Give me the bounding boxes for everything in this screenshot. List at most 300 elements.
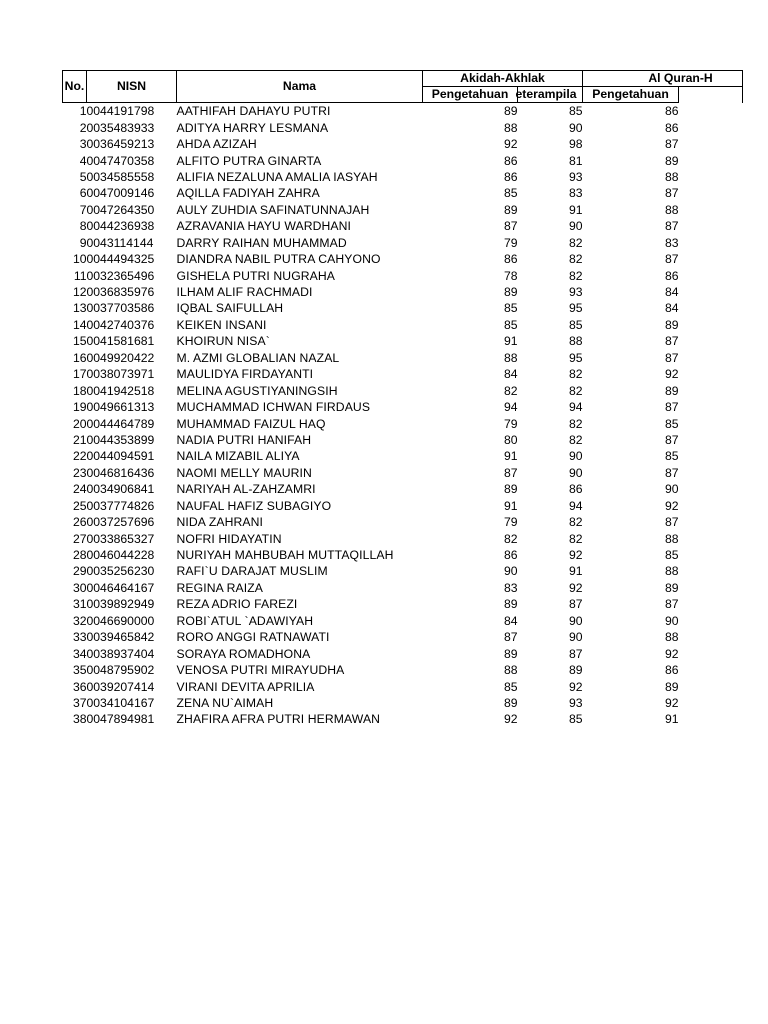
- cell-no: 33: [72, 630, 87, 645]
- cell-nama: VIRANI DEVITA APRILIA: [176, 679, 315, 694]
- cell-akidah-pengetahuan: 88: [503, 120, 518, 135]
- cell-no: 6: [79, 186, 87, 201]
- cell-akidah-keterampilan: 90: [568, 630, 583, 645]
- cell-alquran-pengetahuan: 85: [664, 416, 679, 431]
- cell-akidah-keterampilan: 94: [568, 400, 583, 415]
- header-al-quran-hadits: [583, 71, 743, 87]
- cell-nisn: 0046464167: [86, 580, 155, 595]
- cell-nisn: 0044494325: [86, 252, 155, 267]
- cell-nama: NURIYAH MAHBUBAH MUTTAQILLAH: [176, 548, 394, 563]
- cell-no: 16: [72, 350, 87, 365]
- table-row: [63, 465, 743, 481]
- cell-akidah-pengetahuan: 86: [503, 153, 518, 168]
- cell-alquran-pengetahuan: 88: [664, 564, 679, 579]
- cell-nama: KHOIRUN NISA`: [176, 334, 270, 349]
- cell-no: 27: [72, 531, 87, 546]
- cell-alquran-keterampilan: [679, 596, 743, 612]
- cell-no: 26: [72, 515, 87, 530]
- cell-no: 30: [72, 580, 87, 595]
- cell-alquran-keterampilan: [679, 580, 743, 596]
- cell-akidah-keterampilan: 82: [568, 367, 583, 382]
- cell-nama: AQILLA FADIYAH ZAHRA: [176, 186, 320, 201]
- table-row: [63, 218, 743, 234]
- cell-akidah-pengetahuan: 91: [503, 334, 518, 349]
- cell-no: 22: [72, 449, 87, 464]
- cell-no: 5: [79, 169, 87, 184]
- cell-nisn: 0046816436: [86, 465, 155, 480]
- cell-alquran-keterampilan: [679, 284, 743, 300]
- cell-alquran-pengetahuan: 87: [664, 137, 679, 152]
- cell-no: 32: [72, 613, 87, 628]
- table-row: [63, 382, 743, 398]
- cell-akidah-pengetahuan: 79: [503, 515, 518, 530]
- cell-nisn: 0043114144: [86, 235, 154, 250]
- cell-nama: ILHAM ALIF RACHMADI: [176, 285, 313, 300]
- cell-no: 12: [72, 285, 87, 300]
- cell-nama: NOFRI HIDAYATIN: [176, 531, 282, 546]
- cell-akidah-pengetahuan: 85: [503, 186, 518, 201]
- cell-alquran-pengetahuan: 84: [664, 285, 679, 300]
- cell-akidah-keterampilan: 89: [568, 663, 583, 678]
- cell-alquran-keterampilan: [679, 235, 743, 251]
- cell-akidah-keterampilan: 91: [568, 202, 583, 217]
- cell-akidah-pengetahuan: 88: [503, 663, 518, 678]
- cell-akidah-pengetahuan: 85: [503, 679, 518, 694]
- cell-akidah-keterampilan: 92: [568, 679, 583, 694]
- table-row: [63, 415, 743, 431]
- cell-nisn: 0044094591: [86, 449, 155, 464]
- table-row: [63, 235, 743, 251]
- cell-alquran-pengetahuan: 90: [664, 482, 679, 497]
- cell-akidah-keterampilan: 93: [568, 169, 583, 184]
- cell-alquran-keterampilan: [679, 695, 743, 711]
- table-row: [63, 202, 743, 218]
- cell-akidah-keterampilan: 82: [568, 432, 583, 447]
- cell-alquran-keterampilan: [679, 448, 743, 464]
- cell-akidah-keterampilan: 82: [568, 268, 583, 283]
- cell-akidah-pengetahuan: 92: [503, 712, 518, 727]
- cell-akidah-pengetahuan: 84: [503, 613, 518, 628]
- header-akidah-keterampilan: [515, 87, 583, 103]
- cell-no: 4: [79, 153, 87, 168]
- header-row-groups: [63, 71, 743, 87]
- cell-alquran-keterampilan: [679, 366, 743, 382]
- grade-sheet: [62, 70, 713, 728]
- cell-no: 1: [79, 104, 87, 119]
- cell-no: 15: [72, 334, 87, 349]
- cell-nama: IQBAL SAIFULLAH: [176, 301, 284, 316]
- cell-akidah-pengetahuan: 79: [503, 416, 518, 431]
- cell-nama: ZHAFIRA AFRA PUTRI HERMAWAN: [176, 712, 381, 727]
- cell-no: 37: [72, 695, 87, 710]
- cell-akidah-keterampilan: 82: [568, 235, 583, 250]
- cell-nama: AATHIFAH DAHAYU PUTRI: [176, 104, 331, 119]
- cell-no: 38: [72, 712, 87, 727]
- cell-no: 7: [79, 202, 87, 217]
- cell-akidah-keterampilan: 90: [568, 465, 583, 480]
- cell-akidah-keterampilan: 85: [568, 317, 583, 332]
- cell-akidah-keterampilan: 95: [568, 350, 583, 365]
- cell-nisn: 0035256230: [86, 564, 155, 579]
- cell-nama: VENOSA PUTRI MIRAYUDHA: [176, 663, 345, 678]
- cell-nama: AHDA AZIZAH: [176, 137, 257, 152]
- cell-akidah-keterampilan: 92: [568, 548, 583, 563]
- cell-nisn: 0049661313: [86, 400, 155, 415]
- cell-alquran-pengetahuan: 91: [664, 712, 679, 727]
- cell-akidah-keterampilan: 95: [568, 301, 583, 316]
- cell-alquran-pengetahuan: 85: [664, 548, 679, 563]
- cell-no: 9: [79, 235, 87, 250]
- cell-akidah-keterampilan: 82: [568, 383, 583, 398]
- cell-akidah-pengetahuan: 82: [503, 531, 518, 546]
- grades-table: [62, 70, 743, 728]
- cell-alquran-keterampilan: [679, 152, 743, 168]
- cell-alquran-pengetahuan: 87: [664, 515, 679, 530]
- cell-akidah-keterampilan: 93: [568, 285, 583, 300]
- cell-akidah-pengetahuan: 79: [503, 235, 518, 250]
- cell-nisn: 0039207414: [86, 679, 155, 694]
- header-nama: Nama: [177, 71, 423, 103]
- cell-nama: REZA ADRIO FAREZI: [176, 597, 298, 612]
- table-row: [63, 711, 743, 727]
- cell-akidah-keterampilan: 90: [568, 613, 583, 628]
- cell-akidah-keterampilan: 94: [568, 498, 583, 513]
- cell-nisn: 0039465842: [86, 630, 155, 645]
- table-row: [63, 300, 743, 316]
- table-row: [63, 596, 743, 612]
- cell-akidah-pengetahuan: 87: [503, 219, 518, 234]
- cell-no: 14: [72, 317, 87, 332]
- cell-nama: MUHAMMAD FAIZUL HAQ: [176, 416, 326, 431]
- cell-akidah-pengetahuan: 80: [503, 432, 518, 447]
- table-body: [63, 103, 743, 728]
- table-row: [63, 152, 743, 168]
- cell-no: 25: [72, 498, 87, 513]
- cell-nama: ZENA NU`AIMAH: [176, 695, 274, 710]
- cell-akidah-pengetahuan: 89: [503, 482, 518, 497]
- header-keterampilan-label: eterampila: [515, 87, 577, 101]
- cell-alquran-pengetahuan: 88: [664, 202, 679, 217]
- cell-nisn: 0048795902: [86, 663, 155, 678]
- cell-alquran-pengetahuan: 92: [664, 646, 679, 661]
- cell-nama: MUCHAMMAD ICHWAN FIRDAUS: [176, 400, 371, 415]
- cell-nama: AZRAVANIA HAYU WARDHANI: [176, 219, 352, 234]
- cell-no: 8: [79, 219, 87, 234]
- cell-nisn: 0046044228: [86, 548, 155, 563]
- cell-nama: REGINA RAIZA: [176, 580, 264, 595]
- cell-alquran-pengetahuan: 88: [664, 169, 679, 184]
- cell-alquran-pengetahuan: 86: [664, 104, 679, 119]
- cell-nisn: 0044464789: [86, 416, 155, 431]
- cell-alquran-keterampilan: [679, 645, 743, 661]
- cell-nama: ADITYA HARRY LESMANA: [176, 120, 329, 135]
- cell-nisn: 0041942518: [86, 383, 155, 398]
- cell-akidah-pengetahuan: 94: [503, 400, 518, 415]
- cell-nama: SORAYA ROMADHONA: [176, 646, 311, 661]
- cell-nisn: 0047009146: [86, 186, 155, 201]
- cell-no: 2: [79, 120, 87, 135]
- cell-nama: AULY ZUHDIA SAFINATUNNAJAH: [176, 202, 370, 217]
- cell-alquran-pengetahuan: 87: [664, 219, 679, 234]
- cell-nisn: 0034585558: [86, 169, 155, 184]
- table-row: [63, 317, 743, 333]
- cell-alquran-pengetahuan: 84: [664, 301, 679, 316]
- cell-alquran-keterampilan: [679, 382, 743, 398]
- cell-akidah-pengetahuan: 86: [503, 169, 518, 184]
- cell-alquran-keterampilan: [679, 103, 743, 120]
- cell-alquran-pengetahuan: 92: [664, 695, 679, 710]
- cell-akidah-keterampilan: 88: [568, 334, 583, 349]
- cell-akidah-keterampilan: 90: [568, 219, 583, 234]
- cell-nama: KEIKEN INSANI: [176, 317, 267, 332]
- cell-alquran-keterampilan: [679, 350, 743, 366]
- cell-akidah-keterampilan: 81: [568, 153, 583, 168]
- cell-akidah-keterampilan: 92: [568, 580, 583, 595]
- header-akidah-pengetahuan: Pengetahuan: [423, 87, 518, 103]
- cell-alquran-keterampilan: [679, 481, 743, 497]
- table-row: [63, 645, 743, 661]
- table-row: [63, 366, 743, 382]
- cell-nama: ROBI`ATUL `ADAWIYAH: [176, 613, 314, 628]
- table-row: [63, 530, 743, 546]
- cell-nama: DIANDRA NABIL PUTRA CAHYONO: [176, 252, 381, 267]
- cell-alquran-pengetahuan: 87: [664, 334, 679, 349]
- cell-nisn: 0047894981: [86, 712, 155, 727]
- header-alquran-keterampilan: [679, 87, 743, 103]
- table-row: [63, 448, 743, 464]
- cell-no: 36: [72, 679, 87, 694]
- cell-nama: MELINA AGUSTIYANINGSIH: [176, 383, 338, 398]
- cell-akidah-keterampilan: 82: [568, 531, 583, 546]
- cell-alquran-keterampilan: [679, 514, 743, 530]
- cell-alquran-pengetahuan: 87: [664, 400, 679, 415]
- header-alquran-pengetahuan: Pengetahuan: [583, 87, 679, 103]
- cell-akidah-pengetahuan: 86: [503, 252, 518, 267]
- cell-akidah-pengetahuan: 92: [503, 137, 518, 152]
- cell-alquran-pengetahuan: 85: [664, 449, 679, 464]
- cell-akidah-pengetahuan: 86: [503, 548, 518, 563]
- cell-no: 11: [73, 268, 87, 283]
- cell-nisn: 0032365496: [86, 268, 155, 283]
- cell-alquran-pengetahuan: 86: [664, 120, 679, 135]
- cell-alquran-pengetahuan: 89: [664, 317, 679, 332]
- table-row: [63, 547, 743, 563]
- cell-nama: NAUFAL HAFIZ SUBAGIYO: [176, 498, 332, 513]
- table-row: [63, 333, 743, 349]
- cell-nisn: 0036459213: [86, 137, 155, 152]
- cell-alquran-keterampilan: [679, 202, 743, 218]
- cell-akidah-keterampilan: 85: [568, 712, 583, 727]
- cell-alquran-pengetahuan: 83: [664, 235, 679, 250]
- cell-nisn: 0039892949: [86, 597, 155, 612]
- cell-alquran-keterampilan: [679, 498, 743, 514]
- table-row: [63, 267, 743, 283]
- cell-alquran-keterampilan: [679, 613, 743, 629]
- cell-akidah-keterampilan: 82: [568, 416, 583, 431]
- table-row: [63, 136, 743, 152]
- cell-alquran-keterampilan: [679, 432, 743, 448]
- cell-no: 18: [72, 383, 87, 398]
- cell-alquran-pengetahuan: 86: [664, 663, 679, 678]
- cell-nama: GISHELA PUTRI NUGRAHA: [176, 268, 336, 283]
- cell-alquran-pengetahuan: 92: [664, 498, 679, 513]
- cell-alquran-pengetahuan: 92: [664, 367, 679, 382]
- cell-nisn: 0047470358: [86, 153, 155, 168]
- cell-alquran-keterampilan: [679, 317, 743, 333]
- cell-alquran-keterampilan: [679, 218, 743, 234]
- table-row: [63, 350, 743, 366]
- cell-akidah-keterampilan: 90: [568, 120, 583, 135]
- cell-nama: NADIA PUTRI HANIFAH: [176, 432, 312, 447]
- cell-nisn: 0038937404: [86, 646, 155, 661]
- cell-nisn: 0041581681: [86, 334, 155, 349]
- cell-akidah-pengetahuan: 90: [503, 564, 518, 579]
- cell-no: 23: [72, 465, 87, 480]
- cell-alquran-pengetahuan: 87: [664, 186, 679, 201]
- cell-nisn: 0036835976: [86, 285, 155, 300]
- cell-alquran-pengetahuan: 89: [664, 153, 679, 168]
- cell-nisn: 0044353899: [86, 432, 155, 447]
- cell-alquran-keterampilan: [679, 629, 743, 645]
- table-row: [63, 695, 743, 711]
- cell-alquran-pengetahuan: 87: [664, 350, 679, 365]
- cell-akidah-keterampilan: 90: [568, 449, 583, 464]
- cell-alquran-keterampilan: [679, 465, 743, 481]
- table-row: [63, 284, 743, 300]
- cell-alquran-keterampilan: [679, 333, 743, 349]
- table-row: [63, 169, 743, 185]
- cell-akidah-pengetahuan: 89: [503, 646, 518, 661]
- cell-alquran-keterampilan: [679, 662, 743, 678]
- cell-alquran-pengetahuan: 87: [664, 252, 679, 267]
- cell-akidah-pengetahuan: 91: [503, 449, 518, 464]
- cell-no: 3: [79, 137, 87, 152]
- cell-akidah-keterampilan: 82: [568, 515, 583, 530]
- cell-nisn: 0046690000: [86, 613, 155, 628]
- cell-akidah-pengetahuan: 89: [503, 285, 518, 300]
- cell-alquran-pengetahuan: 88: [664, 531, 679, 546]
- table-row: [63, 399, 743, 415]
- cell-nama: RAFI`U DARAJAT MUSLIM: [176, 564, 328, 579]
- cell-akidah-pengetahuan: 84: [503, 367, 518, 382]
- cell-akidah-keterampilan: 83: [568, 186, 583, 201]
- cell-no: 20: [72, 416, 87, 431]
- cell-alquran-keterampilan: [679, 547, 743, 563]
- cell-no: 13: [72, 301, 87, 316]
- cell-no: 31: [72, 597, 87, 612]
- cell-nama: NAILA MIZABIL ALIYA: [176, 449, 300, 464]
- cell-alquran-pengetahuan: 89: [664, 679, 679, 694]
- cell-nama: ALIFIA NEZALUNA AMALIA IASYAH: [176, 169, 378, 184]
- cell-alquran-keterampilan: [679, 136, 743, 152]
- cell-alquran-keterampilan: [679, 678, 743, 694]
- cell-nama: RORO ANGGI RATNAWATI: [176, 630, 330, 645]
- cell-nisn: 0034104167: [86, 695, 155, 710]
- cell-no: 29: [72, 564, 87, 579]
- cell-no: 24: [72, 482, 87, 497]
- cell-nisn: 0035483933: [86, 120, 155, 135]
- cell-akidah-pengetahuan: 89: [503, 695, 518, 710]
- table-row: [63, 185, 743, 201]
- cell-alquran-pengetahuan: 89: [664, 383, 679, 398]
- cell-alquran-pengetahuan: 89: [664, 580, 679, 595]
- cell-akidah-keterampilan: 98: [568, 137, 583, 152]
- cell-no: 34: [72, 646, 87, 661]
- cell-alquran-pengetahuan: 90: [664, 613, 679, 628]
- cell-akidah-keterampilan: 85: [568, 104, 583, 119]
- cell-no: 21: [72, 432, 87, 447]
- cell-akidah-pengetahuan: 88: [503, 350, 518, 365]
- cell-no: 17: [72, 367, 87, 382]
- cell-akidah-pengetahuan: 85: [503, 317, 518, 332]
- table-row: [63, 119, 743, 135]
- cell-alquran-pengetahuan: 86: [664, 268, 679, 283]
- cell-akidah-pengetahuan: 85: [503, 301, 518, 316]
- cell-akidah-keterampilan: 87: [568, 597, 583, 612]
- cell-no: 28: [72, 548, 87, 563]
- cell-akidah-pengetahuan: 87: [503, 465, 518, 480]
- cell-alquran-keterampilan: [679, 711, 743, 727]
- cell-nama: NARIYAH AL-ZAHZAMRI: [176, 482, 316, 497]
- cell-no: 35: [72, 663, 87, 678]
- table-row: [63, 662, 743, 678]
- table-row: [63, 432, 743, 448]
- table-row: [63, 251, 743, 267]
- table-row: [63, 563, 743, 579]
- cell-alquran-keterampilan: [679, 119, 743, 135]
- cell-nisn: 0044191798: [86, 104, 155, 119]
- cell-nisn: 0042740376: [86, 317, 155, 332]
- cell-akidah-pengetahuan: 91: [503, 498, 518, 513]
- cell-akidah-pengetahuan: 89: [503, 202, 518, 217]
- table-row: [63, 678, 743, 694]
- cell-nisn: 0033865327: [86, 531, 155, 546]
- cell-nama: MAULIDYA FIRDAYANTI: [176, 367, 314, 382]
- cell-alquran-keterampilan: [679, 530, 743, 546]
- cell-nisn: 0037774826: [86, 498, 155, 513]
- cell-no: 10: [72, 252, 87, 267]
- cell-nisn: 0049920422: [86, 350, 155, 365]
- cell-nama: M. AZMI GLOBALIAN NAZAL: [176, 350, 340, 365]
- cell-akidah-keterampilan: 93: [568, 695, 583, 710]
- cell-alquran-keterampilan: [679, 415, 743, 431]
- table-row: [63, 481, 743, 497]
- cell-akidah-keterampilan: 91: [568, 564, 583, 579]
- cell-alquran-pengetahuan: 87: [664, 597, 679, 612]
- table-row: [63, 580, 743, 596]
- header-nisn: NISN: [87, 71, 177, 103]
- cell-alquran-keterampilan: [679, 399, 743, 415]
- cell-alquran-keterampilan: [679, 169, 743, 185]
- header-no: No.: [63, 71, 87, 103]
- cell-no: 19: [72, 400, 87, 415]
- cell-nama: NIDA ZAHRANI: [176, 515, 264, 530]
- cell-nisn: 0037703586: [86, 301, 155, 316]
- header-al-quran-label: Al Quran-H: [648, 71, 713, 85]
- cell-nisn: 0047264350: [86, 202, 155, 217]
- cell-akidah-pengetahuan: 89: [503, 597, 518, 612]
- cell-akidah-keterampilan: 82: [568, 252, 583, 267]
- cell-nama: DARRY RAIHAN MUHAMMAD: [176, 235, 347, 250]
- cell-alquran-keterampilan: [679, 267, 743, 283]
- cell-akidah-pengetahuan: 82: [503, 383, 518, 398]
- cell-nisn: 0034906841: [86, 482, 155, 497]
- cell-nisn: 0044236938: [86, 219, 155, 234]
- cell-akidah-pengetahuan: 89: [503, 104, 518, 119]
- table-row: [63, 103, 743, 120]
- cell-alquran-keterampilan: [679, 185, 743, 201]
- cell-alquran-pengetahuan: 88: [664, 630, 679, 645]
